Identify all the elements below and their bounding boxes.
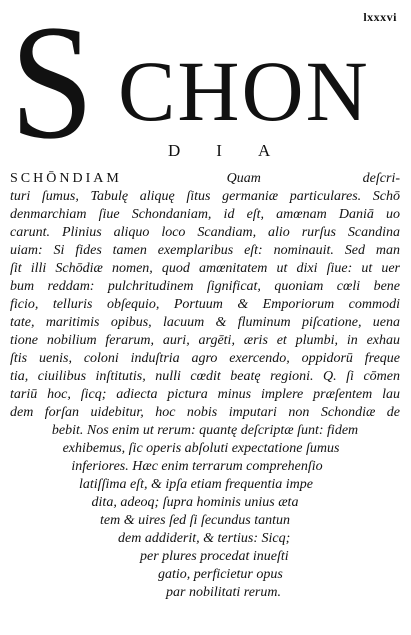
lead-caps: SCHŌNDIAM [10, 171, 227, 186]
text-line: inferiores. Hæc enim terrarum comprehenſio [71, 459, 323, 474]
text-line: dem addiderit, & tertius: Sicq; [118, 531, 291, 546]
text-line: tem & uires ſed ſi ſecundus tantun [99, 513, 290, 528]
text-line: tione nobilium ferarum, auri, argēti, æris et plumbi, in exhau [10, 333, 400, 348]
text-line: ſtis uenis, coloni induſtria agro exercendo, oppidorū freque [10, 351, 400, 366]
text-line: ſit illi Schōdiæ nomen, quod amœnitatem ut dixi ſiue: ut uer [10, 261, 400, 276]
text-line: denmarchiam ſiue Schondaniam, id eſt, amœnam Daniā uo [10, 207, 400, 222]
text-line: bebit. Nos enim ut rerum: quantę deſcriptæ ſunt: fidem [51, 423, 359, 438]
text-line: bum reddam: pulchritudinem ſignificat, quoniam cœli bene [10, 279, 400, 294]
title-initial: S [10, 0, 94, 173]
text-line: gatio, perficietur opus [158, 567, 283, 582]
text-line: turi ſumus, Tabulę aliquę ſitus germaniæ particulares. Schō [10, 189, 400, 204]
text-line: carunt. Plinius aliquo loco Scandiam, alio rurſus Scandina [10, 225, 400, 240]
text-line: per plures procedat inueſti [140, 549, 289, 564]
text-line: latiſſima eſt, & ipſa etiam frequentia impe [79, 477, 313, 492]
title-main: CHON [118, 43, 370, 139]
title-subtitle: DIA [168, 141, 307, 160]
text-line: ficio, telluris obſequio, Portuum & Emporiorum commodi [10, 297, 400, 312]
text-line: tariū hoc, ſicq; adiecta pictura minus implere præſentem lau [10, 387, 400, 402]
text-line: dita, adeoq; ſupra hominis unius æta [91, 495, 299, 510]
text-line: uiam: Si fides tamen exemplaribus eſt: nominauit. Sed man [10, 243, 400, 258]
text-line: tate, maritimis opibus, lacuum & fluminum piſcatione, uena [10, 315, 400, 330]
text-line: SCHŌNDIAM Quam deſcri- [10, 171, 400, 186]
title-block [0, 0, 411, 173]
text-line: tia, ciuilibus inſtitutis, nulli cœdit beatę regioni. Q. ſi cōmen [10, 369, 400, 384]
text-line: exhibemus, ſic operis abſoluti expectatione ſumus [62, 441, 340, 456]
page-number: lxxxvi [363, 10, 397, 24]
text-line: dem forſan uidebitur, hoc nobis imputari non Schondiæ de [10, 405, 400, 420]
text-line: par nobilitati rerum. [166, 585, 281, 600]
